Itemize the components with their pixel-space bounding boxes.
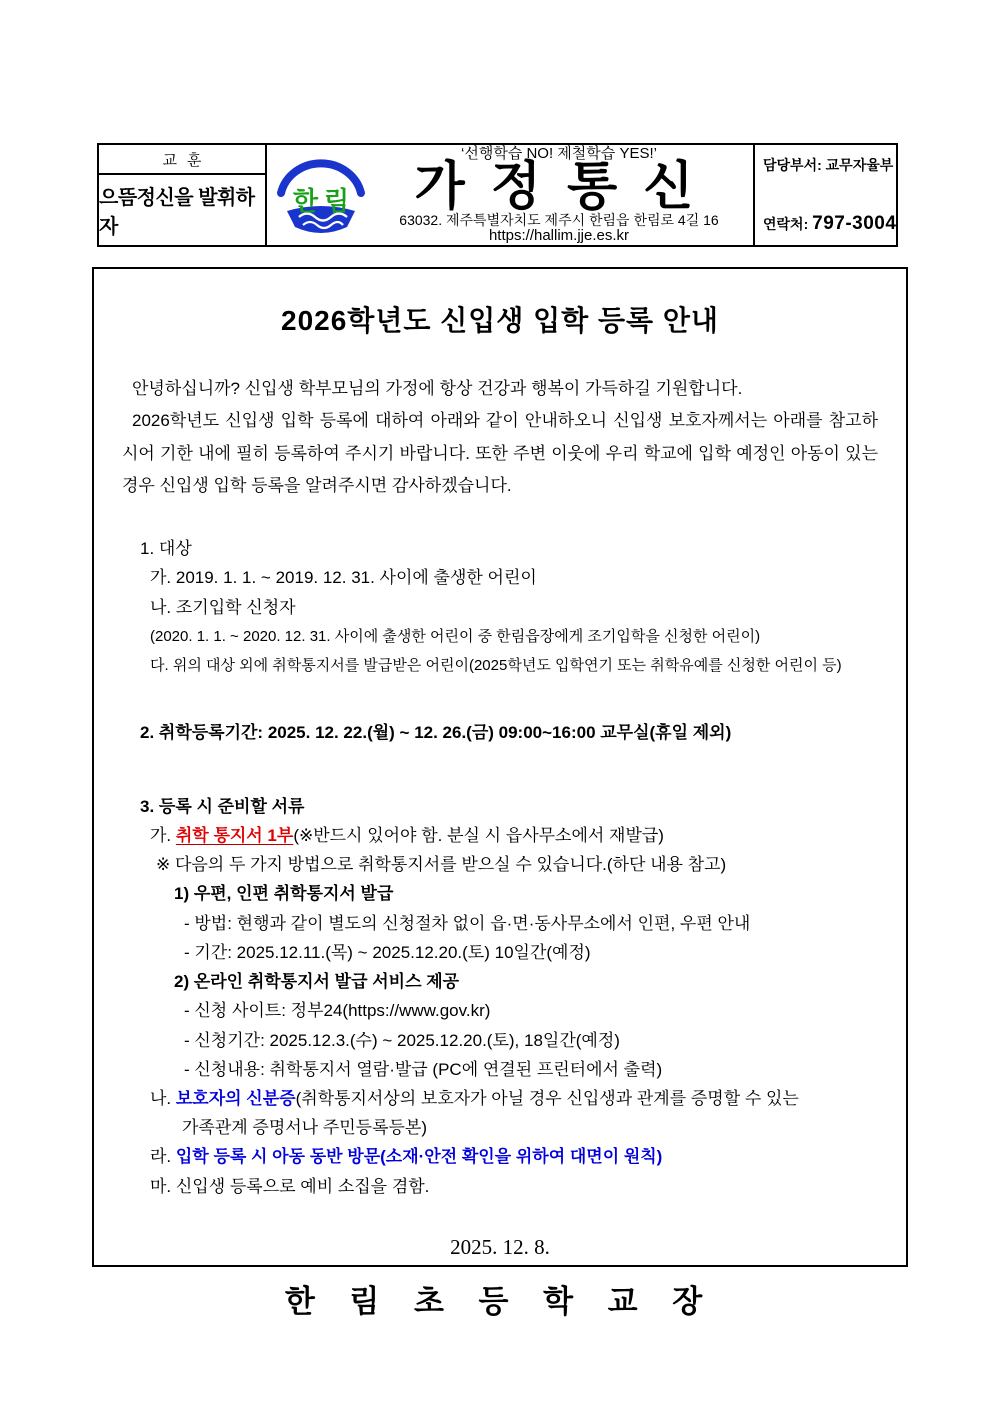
section1-item-da: 다. 위의 대상 외에 취학통지서를 발급받은 어린이(2025학년도 입학연기 또는 취학유예를 신청한 어린이 등): [150, 657, 842, 675]
logo-school-name: 한림: [292, 186, 356, 216]
masthead: [97, 143, 898, 247]
section-2-period: 2. 취학등록기간: 2025. 12. 22.(월) ~ 12. 26.(금) 09:00~16:00 교무실(휴일 제외): [140, 723, 732, 743]
item-na-note: (취학통지서상의 보호자가 아닐 경우 신입생과 관계를 증명할 수 있는: [295, 1088, 799, 1108]
principal-signature: 한 림 초 등 학 교 장: [284, 1283, 716, 1319]
issue-date: 2025. 12. 8.: [450, 1234, 550, 1259]
item-ra-label: 라.: [150, 1147, 176, 1167]
section3-item-na-cont: 가족관계 증명서나 주민등록등본): [182, 1118, 428, 1138]
section3-note: ※ 다음의 두 가지 방법으로 취학통지서를 받으실 수 있습니다.(하단 내용 참고): [156, 855, 727, 875]
item-na-label: 나.: [150, 1088, 176, 1108]
notice-title: 2026학년도 신입생 입학 등록 안내: [281, 305, 719, 336]
section3-heading: 3. 등록 시 준비할 서류: [140, 796, 305, 816]
contact-number: 797-3004: [812, 213, 897, 234]
section1-item-na-note: (2020. 1. 1. ~ 2020. 12. 31. 사이에 출생한 어린이 중 한림읍장에게 조기입학을 신청한 어린이): [150, 627, 761, 645]
section1-item-ga: 가. 2019. 1. 1. ~ 2019. 12. 31. 사이에 출생한 어린이: [150, 568, 537, 588]
masthead-contact-cell: [753, 145, 896, 245]
motto-text: 으뜸정신을 발휘하자: [99, 187, 255, 238]
method2-content: - 신청내용: 취학통지서 열람·발급 (PC에 연결된 프린터에서 출력): [184, 1059, 663, 1079]
section1-heading: 1. 대상: [140, 539, 192, 559]
section-3-documents: [122, 792, 878, 1201]
notice-body: [92, 267, 908, 1319]
section3-item-ga: [122, 821, 878, 850]
motto-label: 교훈: [99, 145, 265, 175]
department-line: [763, 155, 894, 175]
school-website: https://hallim.jje.es.kr: [488, 227, 630, 245]
newsletter-title: 가정통신: [414, 157, 720, 216]
method2-site: - 신청 사이트: 정부24(https://www.gov.kr): [184, 1001, 491, 1021]
method1-how: - 방법: 현행과 같이 별도의 신청절차 없이 읍·면·동사무소에서 인편, 우편 안내: [184, 913, 751, 933]
method2-period: - 신청기간: 2025.12.3.(수) ~ 2025.12.20.(토), 18일간(예정): [184, 1030, 620, 1050]
contact-label: 연락처:: [763, 216, 809, 232]
masthead-motto-cell: [99, 145, 267, 245]
method1-title: 1) 우편, 인편 취학통지서 발급: [174, 884, 394, 904]
item-ra-text: 입학 등록 시 아동 동반 방문(소재·안전 확인을 위하여 대면이 원칙): [175, 1147, 663, 1167]
school-address: 63032. 제주특별자치도 제주시 한림읍 한림로 4길 16: [399, 212, 719, 229]
method1-period: - 기간: 2025.12.11.(목) ~ 2025.12.20.(토) 10일간(예정): [184, 942, 591, 962]
intro-paragraphs: [122, 373, 878, 502]
intro-paragraph-2: 2026학년도 신입생 입학 등록에 대하여 아래와 같이 안내하오니 신입생 보호자께서는 아래를 참고하시어 기한 내에 필히 등록하여 주시기 바랍니다. 또한 주변 이웃에 우리 학교에 입학 예정인 아동이 있는 경우 신입생 입학 등록을 알려주시면 감사하겠습니다.: [122, 411, 878, 495]
slogan-text: ‘선행학습 NO! 제철학습 YES!’: [461, 145, 657, 163]
method2-title: 2) 온라인 취학통지서 발급 서비스 제공: [174, 972, 460, 992]
department-value: 교무자율부: [825, 157, 894, 173]
masthead-titles: [369, 146, 749, 244]
section3-item-na: [122, 1084, 878, 1113]
item-ga-document-name: 취학 통지서 1부: [175, 825, 294, 845]
masthead-center-cell: [267, 145, 753, 245]
intro-paragraph-1: 안녕하십니까? 신입생 학부모님의 가정에 항상 건강과 행복이 가득하길 기원합니다.: [132, 379, 743, 398]
item-ga-note: (※반드시 있어야 함. 분실 시 읍사무소에서 재발급): [293, 825, 664, 845]
item-na-document-name: 보호자의 신분증: [175, 1088, 296, 1108]
section1-item-na: 나. 조기입학 신청자: [150, 597, 296, 617]
contact-line: [763, 213, 897, 235]
section-1-target: [122, 534, 878, 680]
school-logo: [273, 147, 369, 243]
section3-item-ma: 마. 신입생 등록으로 예비 소집을 겸함.: [150, 1176, 430, 1196]
department-label: 담당부서:: [763, 157, 822, 173]
item-ga-label: 가.: [150, 825, 176, 845]
section3-item-ra: [122, 1142, 878, 1171]
